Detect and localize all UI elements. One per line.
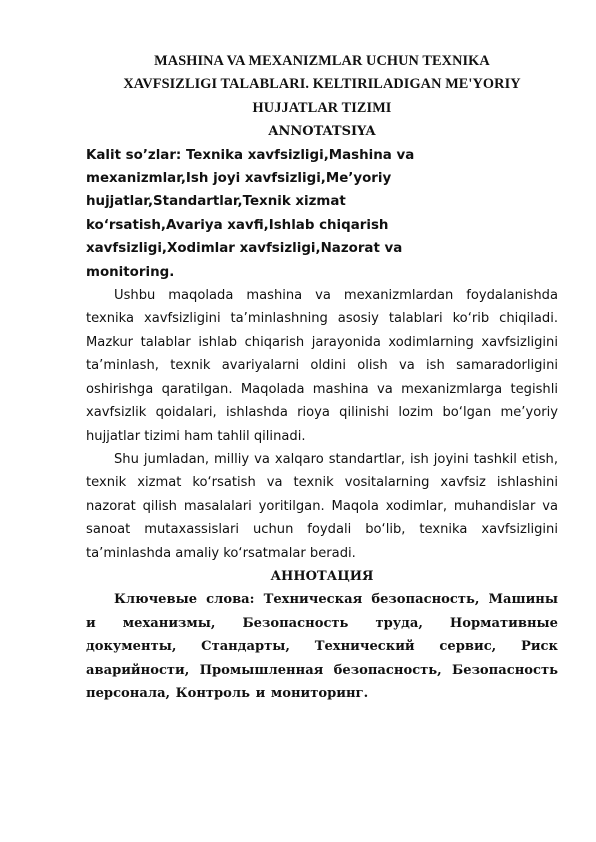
keywords-uz: Kalit so’zlar: Texnika xavfsizligi,Mashina va mexanizmlar,Ish joyi xavfsizligi,Me’yoriy hujjatlar,Standartlar,Texnik xizmat ko‘rsatish,Avariya xavfi,Ishlab chiqarish xavfsizligi,Xodimlar xavfsizligi,Nazorat va monitoring. <box>86 147 415 280</box>
title-line-3: HUJJATLAR TIZIMI <box>252 99 392 116</box>
keywords-ru: Ключевые слова: Техническая безопасность, Машины и механизмы, Безопасность труда, Нормативные документы, Стандарты, Технический сервис, Риск аварийности, Промышленная безопасность, Безопасность персонала, Контроль и мониторинг. <box>86 592 558 701</box>
article-page <box>86 50 558 705</box>
article-title <box>86 50 558 120</box>
abstract-uz-paragraph-1: Ushbu maqolada mashina va mexanizmlardan foydalanishda texnika xavfsizligini ta’minlashning asosiy talablari ko‘rib chiqiladi. Mazkur talablar ishlab chiqarish jarayonida xodimlarning xavfsizligini ta’minlash, texnik avariyalarni oldini olish va ish samaradorligini oshirishga qaratilgan. Maqolada mashina va mexanizmlarga tegishli xavfsizlik qoidalari, ishlashda rioya qilinishi lozim bo‘lgan me’yoriy hujjatlar tizimi ham tahlil qilinadi. <box>86 288 558 444</box>
annotation-ru-heading: АННОТАЦИЯ <box>270 568 374 584</box>
annotation-uz-heading: ANNOTATSIYA <box>268 124 376 140</box>
title-line-1: MASHINA VA MEXANIZMLAR UCHUN TEXNIKA <box>154 53 490 69</box>
abstract-uz-paragraph-2: Shu jumladan, milliy va xalqaro standartlar, ish joyini tashkil etish, texnik xizmat ko‘rsatish va texnik vositalarning xavfsiz ishlashini nazorat qilish masalalari yoritilgan. Maqola xodimlar, muhandislar va sanoat mutaxassislari uchun foydali bo‘lib, texnika xavfsizligini ta’minlashda amaliy ko‘rsatmalar beradi. <box>86 451 558 561</box>
title-line-2: XAVFSIZLIGI TALABLARI. KELTIRILADIGAN ME'YORIY <box>123 76 521 93</box>
